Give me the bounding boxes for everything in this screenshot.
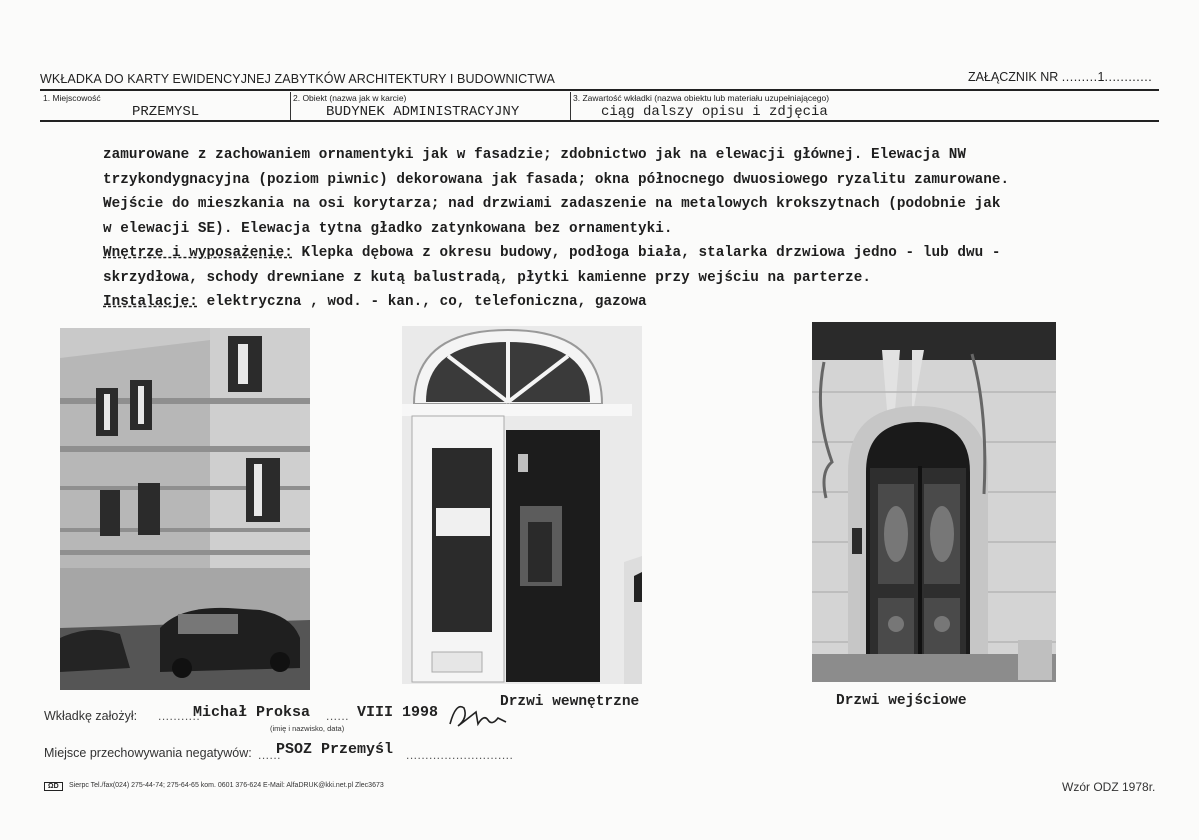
text-line <box>103 241 1173 266</box>
text-line: Wejście do mieszkania na osi korytarza; nad drzwiami zadaszenie na metalowych krokszytnach (podobnie jak <box>103 196 1001 212</box>
field-value-locality: PRZEMYSL <box>132 104 200 120</box>
interior-door-image <box>402 326 642 684</box>
form-title: WKŁADKA DO KARTY EWIDENCYJNEJ ZABYTKÓW ARCHITEKTURY I BUDOWNICTWA <box>40 72 555 86</box>
author-date: VIII 1998 <box>357 704 439 721</box>
field-label-locality: 1. Miejscowość <box>43 93 101 103</box>
text-line: w elewacji SE). Elewacja tytna gładko zatynkowana bez ornamentyki. <box>103 220 673 237</box>
header-bottom-rule <box>40 120 1159 122</box>
text-line: zamurowane z zachowaniem ornamentyki jak w fasadzie; zdobnictwo jak na elewacji głównej. Elewacja NW <box>103 147 966 163</box>
installations-heading: Instalacje: <box>103 294 198 310</box>
document-sheet: WKŁADKA DO KARTY EWIDENCYJNEJ ZABYTKÓW ARCHITEKTURY I BUDOWNICTWA ZAŁĄCZNIK NR .........1............ 1. Miejscowość PRZEMYSL 2. Obiekt (nazwa jak w karcie) BUDYNEK ADMINISTRACYJNY 3. Zawartość wkładki (nazwa obiektu lub materiału uzupełniającego) ciąg dalszy opisu i zdjęcia zamurowane z zachowaniem ornamentyki jak w fasadzie; zdobnictwo jak na elewacji głównej. Elewacja NW trzykondygnacyjna (poziom piwnic) dekorowana jak fasada; okna północnego dwuosiowego ryzalitu zamurowane. Wejście do mieszkania na osi korytarza; nad drzwiami zadaszenie na metalowych krokszytnach (podobnie jak w elewacji SE). Elewacja tytna gładko zatynkowana bez ornamentyki. Wnętrze i wyposażenie: Klepka dębowa z okresu budowy, podłoga biała, stalarka drzwiowa jedno - lub dwu - skrzydłowa, schody drewniane z kutą balustradą, płytki kamienne przy wejściu na parterze. Instalacje: elektryczna , wod. - kan., co, telefoniczna, gazowa Drzwi wewnętrzne Drzwi wejściowe Wkładkę założył: ........... Michał Proksa ...... VIII 1998 (imię i nazwisko, data) Miejsce przechowywania negatywów: ...... PSOZ Przemyśl ............................ ΩD Sierpc Tel./fax(024) 275-44-74; 275-64-65 kom. 0601 376-624 E-Mail: AlfaDRUK@kki.net.pl Zlec3673 Wzór ODZ 1978r. <box>0 0 1199 840</box>
facade-image <box>60 328 310 690</box>
printer-logo: ΩD <box>44 782 63 791</box>
negatives-place: PSOZ Przemyśl <box>276 741 394 758</box>
field-value-object: BUDYNEK ADMINISTRACYJNY <box>326 104 520 120</box>
negatives-label: Miejsce przechowywania negatywów: <box>44 746 252 760</box>
annex-value: 1 <box>1097 70 1105 84</box>
author-name: Michał Proksa <box>193 704 311 721</box>
field-label-content: 3. Zawartość wkładki (nazwa obiektu lub materiału uzupełniającego) <box>573 93 830 103</box>
text-line: trzykondygnacyjna (poziom piwnic) dekorowana jak fasada; okna północnego dwuosiowego ryzalitu zamurowane. <box>103 171 1010 188</box>
interior-heading: Wnętrze i wyposażenie: <box>103 245 293 261</box>
text-line <box>103 290 1173 315</box>
interior-door-photo <box>402 326 642 684</box>
description-text <box>103 143 1173 315</box>
photo-caption-interior: Drzwi wewnętrzne <box>500 694 640 710</box>
printer-info: Sierpc Tel./fax(024) 275-44-74; 275-64-65 kom. 0601 376-624 E-Mail: AlfaDRUK@kki.net.pl Zlec3673 <box>69 782 384 789</box>
handwritten-signature <box>446 698 510 732</box>
field-label-object: 2. Obiekt (nazwa jak w karcie) <box>293 93 407 103</box>
interior-text: Klepka dębowa z okresu budowy, podłoga biała, stalarka drzwiowa jedno - lub dwu - <box>292 245 1001 261</box>
building-facade-photo <box>60 328 310 690</box>
photo-caption-entrance: Drzwi wejściowe <box>836 693 967 709</box>
entrance-door-photo <box>812 322 1056 682</box>
author-label: Wkładkę założył: <box>44 709 138 723</box>
entrance-door-image <box>812 322 1056 682</box>
annex-number: ZAŁĄCZNIK NR .........1............ <box>968 70 1153 84</box>
annex-label: ZAŁĄCZNIK NR <box>968 70 1059 84</box>
author-hint: (imię i nazwisko, data) <box>270 724 345 733</box>
text-line: skrzydłowa, schody drewniane z kutą balustradą, płytki kamienne przy wejściu na parterze. <box>103 269 872 286</box>
header-separator <box>570 92 571 120</box>
installations-text: elektryczna , wod. - kan., co, telefoniczna, gazowa <box>197 294 647 310</box>
form-model: Wzór ODZ 1978r. <box>1062 780 1156 794</box>
field-value-content: ciąg dalszy opisu i zdjęcia <box>601 104 828 120</box>
header-top-rule <box>40 89 1159 91</box>
header-separator <box>290 92 291 120</box>
